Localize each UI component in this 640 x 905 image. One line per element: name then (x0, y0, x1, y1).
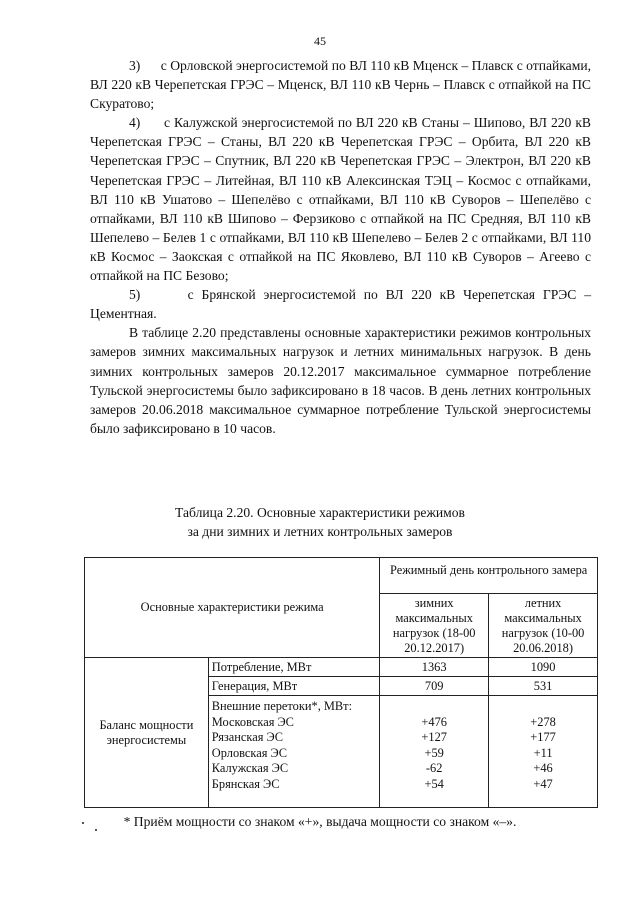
characteristics-table (84, 557, 598, 808)
generation-summer: 531 (489, 677, 598, 696)
table-caption (0, 503, 640, 541)
flow-winter-value: +59 (424, 745, 444, 760)
flow-name: Московская ЭС (211, 714, 294, 729)
external-flows-winter (380, 696, 489, 808)
body-text (90, 56, 591, 438)
flow-winter-value: +476 (421, 714, 447, 729)
flow-summer-value: +46 (533, 761, 553, 776)
flow-name: Калужская ЭС (211, 761, 289, 776)
paragraph-item-3: 3) с Орловской энергосистемой по ВЛ 110 кВ Мценск – Плавск с отпайками, ВЛ 220 кВ Черепетская ГРЭС – Мценск, ВЛ 110 кВ Чернь – Плавск с отпайкой на ПС Скуратово; (90, 58, 591, 112)
table-footnote: * Приём мощности со знаком «+», выдача мощности со знаком «–». (123, 814, 517, 829)
paragraph-table-intro: В таблице 2.20 представлены основные характеристики режимов контрольных замеров зимних максимальных нагрузок и летних минимальных нагрузок. В день зимних контрольных замеров 20.12.2017 максимальное суммарное потребление Тульской энергосистемы было зафиксировано в 18 часов. В день летних контрольных замеров 20.06.2018 максимальное суммарное потребление Тульской энергосистемы было зафиксировано в 10 часов. (90, 325, 591, 436)
header-main-characteristics: Основные характеристики режима (85, 558, 380, 658)
scan-speck (95, 829, 97, 831)
external-flows-summer (489, 696, 598, 808)
flow-summer-value: +177 (530, 730, 556, 745)
header-summer: летних максимальных нагрузок (10-00 20.06.2018) (489, 594, 598, 658)
external-flows-label: Внешние перетоки*, МВт: (211, 699, 353, 713)
scan-speck (82, 822, 84, 824)
flow-summer-value: +47 (533, 776, 553, 791)
paragraph-item-4: 4) с Калужской энергосистемой по ВЛ 220 кВ Станы – Шипово, ВЛ 220 кВ Черепетская ГРЭС – Станы, ВЛ 220 кВ Черепетская ГРЭС – Орбита, ВЛ 220 кВ Черепетская ГРЭС – Спутник, ВЛ 220 кВ Черепетская ГРЭС – Электрон, ВЛ 220 кВ Черепетская ГРЭС – Литейная, ВЛ 110 кВ Алексинская ТЭЦ – Космос с отпайками, ВЛ 110 кВ Ушатово – Шепелёво с отпайками, ВЛ 110 кВ Суворов – Шепелёво с отпайками, ВЛ 110 кВ Шипово – Ферзиково с отпайкой на ПС Средняя, ВЛ 110 кВ Шепелево – Белев 1 с отпайками, ВЛ 110 кВ Шепелево – Белев 2 с отпайками, ВЛ 110 кВ Космос – Заокская с отпайкой на ПС Яковлево, ВЛ 110 кВ Суворов – Агеево с отпайкой на ПС Безово; (90, 115, 591, 284)
header-winter: зимних максимальных нагрузок (18-00 20.12.2017) (380, 594, 489, 658)
generation-label: Генерация, МВт (208, 677, 379, 696)
page-number: 45 (314, 34, 326, 48)
flow-winter-value: -62 (425, 761, 443, 776)
paragraph-item-5: 5) с Брянской энергосистемой по ВЛ 220 кВ Черепетская ГРЭС – Цементная. (90, 287, 591, 322)
external-flows-cell (208, 696, 379, 808)
table-caption-line-1: Таблица 2.20. Основные характеристики режимов (175, 505, 465, 520)
flow-name: Брянская ЭС (211, 776, 280, 791)
consumption-winter: 1363 (380, 658, 489, 677)
flow-name: Орловская ЭС (211, 745, 287, 760)
consumption-label: Потребление, МВт (208, 658, 379, 677)
header-control-day: Режимный день контрольного замера (380, 558, 598, 594)
table-caption-line-2: за дни зимних и летних контрольных замеров (187, 524, 453, 539)
balance-label: Баланс мощности энергосистемы (85, 658, 209, 808)
flow-winter-value: +54 (424, 776, 444, 791)
consumption-summer: 1090 (489, 658, 598, 677)
flow-summer-value: +278 (530, 714, 556, 729)
generation-winter: 709 (380, 677, 489, 696)
flow-summer-value: +11 (533, 745, 553, 760)
flow-winter-value: +127 (421, 730, 447, 745)
flow-name: Рязанская ЭС (211, 730, 283, 745)
